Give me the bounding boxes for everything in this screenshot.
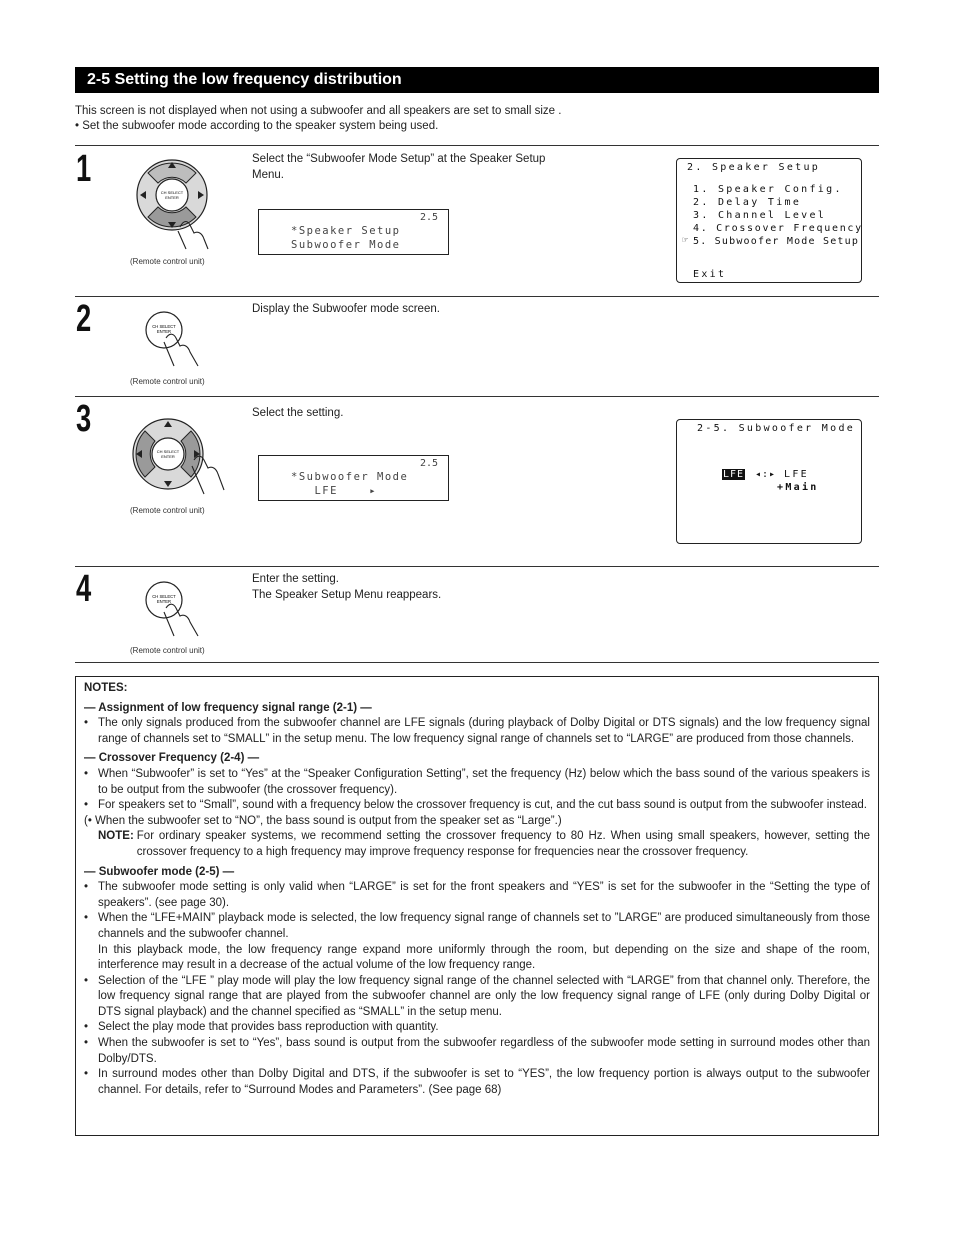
- remote-button-label: ENTER: [161, 454, 175, 459]
- menu-item: 3. Channel Level: [693, 210, 827, 221]
- step-number: 4: [76, 568, 92, 610]
- note-bullet: • The subwoofer mode setting is only valid when “LARGE” is set for the front speakers and “YES” is set for the subwoofer in the “Setting the type of speakers”. (see page 30).: [84, 880, 870, 911]
- notes-subheading: — Crossover Frequency (2-4) —: [84, 752, 260, 765]
- cursor-icon: ☞: [682, 235, 689, 246]
- divider: [75, 396, 879, 397]
- remote-button-label: CH SELECT: [156, 449, 180, 454]
- note-parenthetical: (• When the subwoofer set to “NO”, the bass sound is output from the speaker set as “Large”.): [84, 814, 562, 827]
- step-instruction: [252, 301, 440, 317]
- step-number: 1: [76, 148, 92, 190]
- remote-cursor-pad-icon: [128, 153, 218, 253]
- note-bullet: • When “Subwoofer” is set to “Yes” at the “Speaker Configuration Setting”, set the frequency (Hz) below which the bass sound of the various speakers is to be output from the subwoofer (the crossover frequency).: [84, 767, 870, 798]
- display-line: Subwoofer Mode: [291, 239, 401, 251]
- remote-caption: (Remote control unit): [130, 257, 205, 266]
- note-text: For ordinary speaker systems, we recommend setting the crossover frequency to 80 Hz. When using small speakers, however, setting the crossover frequency to a high frequency may improve frequency response for frequencies near the crossover frequency.: [136, 830, 870, 858]
- note-bullet: • When the “LFE+MAIN” playback mode is selected, the low frequency signal range of channels set to ”LARGE” are produced simultaneously from those channels and the subwoofer channel.: [84, 911, 870, 942]
- menu-option: +Main: [777, 482, 819, 493]
- note-bullet: • The only signals produced from the subwoofer channel are LFE signals (during playback of Dolby Digital or DTS signals) and the low frequency signal range of channels set to “SMALL” in the setup menu. The low frequency signal range of channels set to “LARGE” are produced from those channels.: [84, 716, 870, 747]
- display-line: *Speaker Setup: [291, 225, 401, 237]
- remote-enter-button-icon: [140, 306, 210, 372]
- remote-caption: (Remote control unit): [130, 377, 205, 386]
- selected-value: LFE: [723, 469, 745, 480]
- speaker-setup-menu: [676, 158, 862, 283]
- menu-item-selected: 5. Subwoofer Mode Setup: [693, 236, 860, 247]
- step-instruction: [252, 151, 606, 183]
- display-line: LFE ▸: [291, 485, 378, 497]
- step-text-line: Select the “Subwoofer Mode Setup” at the Speaker Setup: [252, 153, 546, 165]
- menu-option: LFE: [784, 469, 809, 480]
- intro-line: This screen is not displayed when not using a subwoofer and all speakers are set to small size .: [75, 105, 562, 117]
- step-text-line: Select the setting.: [252, 407, 344, 419]
- step-number: 3: [76, 398, 92, 440]
- display-tag: 2.5: [419, 458, 438, 469]
- step-instruction: [252, 405, 343, 421]
- front-panel-display: [258, 455, 449, 501]
- step-number: 2: [76, 298, 92, 340]
- intro-bullet: • Set the subwoofer mode according to the speaker system being used.: [75, 120, 439, 132]
- step-text-line: Enter the setting.: [252, 573, 339, 585]
- subwoofer-mode-menu: [676, 419, 862, 544]
- note-bullet: • Selection of the “LFE ” play mode will play the low frequency signal range of the channel selected with “LARGE” from that channel only. Therefore, the low frequency signal range that are played from the subwoofer channel are only the low frequency signal range of LFE (only during Dolby Digital or DTS signal playback) and the channel specified as “SMALL” in the setup menu.: [84, 974, 870, 1021]
- divider: [75, 566, 879, 567]
- remote-button-label: CH SELECT: [152, 594, 176, 599]
- menu-selected-value: [722, 469, 745, 480]
- remote-button-label: CH SELECT: [152, 324, 176, 329]
- menu-item: 4. Crossover Frequency: [693, 223, 863, 234]
- remote-button-label: CH SELECT: [160, 190, 184, 195]
- intro-text: [75, 104, 561, 134]
- menu-title: 2. Speaker Setup: [687, 162, 821, 173]
- divider: [75, 145, 879, 146]
- menu-item: 1. Speaker Config.: [693, 184, 843, 195]
- note-bullet: • For speakers set to “Small”, sound with a frequency below the crossover frequency is cut, and the cut bass sound is output from the subwoofer instead.: [84, 798, 870, 814]
- step-text-line: Menu.: [252, 169, 284, 181]
- remote-button-label: ENTER: [165, 195, 179, 200]
- note-continuation: In this playback mode, the low frequency range expand more uniformly through the room, but depending on the size and shape of the room, interference may result in a decrease of the actual volume of the low frequency range.: [98, 943, 870, 972]
- remote-button-label: ENTER: [156, 329, 172, 334]
- remote-cursor-pad-icon: [128, 412, 228, 500]
- remote-caption: (Remote control unit): [130, 506, 205, 515]
- display-tag: 2.5: [419, 212, 438, 223]
- menu-title: 2-5. Subwoofer Mode: [697, 423, 856, 434]
- step-text-line: Display the Subwoofer mode screen.: [252, 303, 440, 315]
- remote-enter-button-icon: [140, 576, 210, 642]
- menu-item: 2. Delay Time: [693, 197, 802, 208]
- display-line: *Subwoofer Mode: [291, 471, 409, 483]
- front-panel-display: [258, 209, 449, 255]
- note-callout: [84, 829, 870, 860]
- divider: [75, 662, 879, 663]
- notes-subheading: — Assignment of low frequency signal range (2-1) —: [84, 701, 372, 714]
- notes-box: [75, 676, 879, 1136]
- divider: [75, 296, 879, 297]
- remote-button-label: ENTER: [156, 599, 172, 604]
- note-bullet: • In surround modes other than Dolby Digital and DTS, if the subwoofer is set to “YES”, the low frequency portion is always output to the subwoofer channel. For details, refer to “Surround Modes and Parameters”. (See page 68): [84, 1067, 870, 1098]
- notes-heading: NOTES:: [84, 682, 128, 694]
- remote-caption: (Remote control unit): [130, 646, 205, 655]
- step-instruction: [252, 571, 441, 603]
- notes-subheading: — Subwoofer mode (2-5) —: [84, 865, 235, 878]
- note-label: NOTE:: [98, 830, 134, 843]
- note-bullet: • When the subwoofer is set to “Yes”, bass sound is output from the subwoofer regardless of the subwoofer mode setting in surround modes other than Dolby/DTS.: [84, 1036, 870, 1067]
- left-right-arrows-icon: ◂:▸: [755, 469, 777, 480]
- section-title: 2-5 Setting the low frequency distribution: [75, 67, 879, 93]
- menu-exit: Exit: [693, 269, 727, 280]
- step-text-line: The Speaker Setup Menu reappears.: [252, 589, 442, 601]
- note-bullet: • Select the play mode that provides bass reproduction with quantity.: [84, 1020, 870, 1036]
